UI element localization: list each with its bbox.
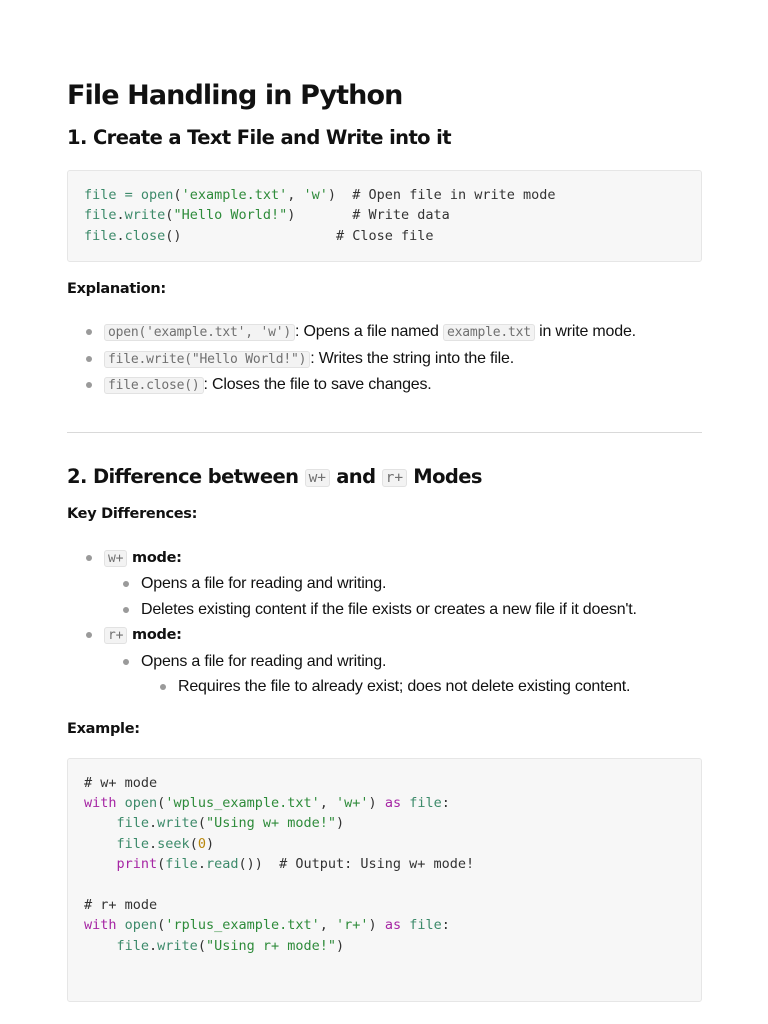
section1-heading: 1. Create a Text File and Write into it (67, 126, 451, 149)
section-divider (67, 432, 702, 433)
list-item: Opens a file for reading and writing. (67, 571, 702, 597)
inline-code: file.write("Hello World!") (104, 351, 310, 368)
differences-list (67, 545, 702, 572)
list-item: Deletes existing content if the file exists or creates a new file if it doesn't. (67, 597, 702, 623)
list-item-r-mode: r+ mode: (67, 622, 702, 649)
r-mode-subsublist (67, 674, 702, 700)
code-block-modes: # w+ mode with open('wplus_example.txt', 'w+') as file: file.write("Using w+ mode!") file.seek(0) print(file.read()) # Output: Using w+ mode! # r+ mode with open('rplus_example.txt', 'r+') as file: file.write("Using r+ mode!") (67, 758, 702, 1002)
inline-code: w+ (104, 550, 127, 567)
inline-code: open('example.txt', 'w') (104, 324, 295, 341)
list-item: Requires the file to already exist; does not delete existing content. (67, 674, 702, 700)
list-item-w-mode: w+ mode: (67, 545, 702, 572)
key-differences-label: Key Differences: (67, 505, 198, 522)
r-mode-sublist (67, 649, 702, 675)
inline-code: file.close() (104, 377, 204, 394)
section2-heading: 2. Difference between w+ and r+ Modes (67, 464, 482, 488)
list-item: file.close() : Closes the file to save changes. (67, 372, 702, 399)
explanation-list (67, 319, 702, 399)
inline-code: r+ (382, 469, 407, 487)
list-item: file.write("Hello World!") : Writes the string into the file. (67, 346, 702, 373)
page-title: File Handling in Python (67, 80, 403, 111)
inline-code: w+ (305, 469, 330, 487)
code-block-write: file = open('example.txt', 'w') # Open file in write mode file.write("Hello World!") # Write data file.close() # Close file (67, 170, 702, 262)
inline-code: example.txt (443, 324, 535, 341)
list-item: Opens a file for reading and writing. (67, 649, 702, 675)
differences-list-r (67, 622, 702, 649)
w-mode-sublist (67, 571, 702, 622)
inline-code: r+ (104, 627, 127, 644)
list-item: open('example.txt', 'w') : Opens a file named example.txt in write mode. (67, 319, 702, 346)
explanation-label: Explanation: (67, 281, 166, 297)
example-label: Example: (67, 720, 140, 737)
